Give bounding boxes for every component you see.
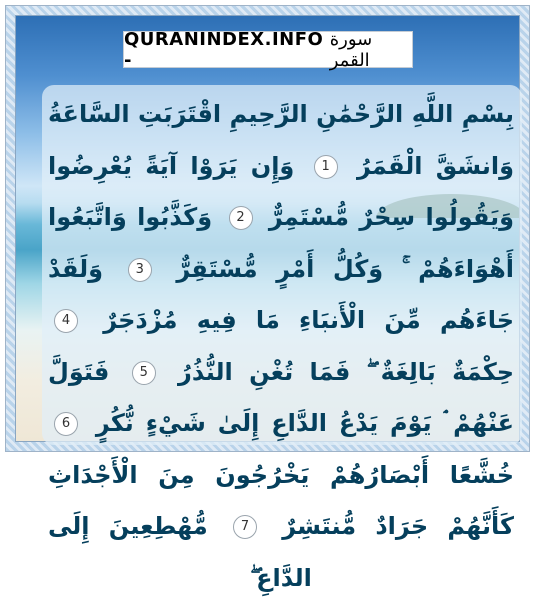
verse-number-badge: 4: [54, 309, 78, 333]
verse-text: مُّهْطِعِينَ إِلَى الدَّاعِ ۖ: [48, 512, 312, 592]
verse-number-badge: 6: [54, 412, 78, 436]
verse-text: خُشَّعًا أَبْصَارُهُمْ يَخْرُجُونَ مِنَ الْأَجْدَاثِ كَأَنَّهُمْ جَرَادٌ مُّنتَشِرٌ: [48, 460, 515, 540]
verse-text: اقْتَرَبَتِ السَّاعَةُ وَانشَقَّ الْقَمَرُ: [48, 100, 514, 180]
verse-text: وَلَقَدْ جَاءَهُم مِّنَ الْأَنبَاءِ مَا فِيهِ مُزْدَجَرٌ: [48, 254, 515, 334]
verses-text: [48, 89, 514, 604]
verse-number-badge: 5: [132, 361, 156, 385]
site-name[interactable]: QURANINDEX.INFO -: [124, 28, 324, 71]
page-title: [123, 28, 413, 71]
verses-panel: [42, 85, 522, 592]
verse-number-badge: 3: [128, 258, 152, 282]
bismillah: بِسْمِ اللَّهِ الرَّحْمَٰنِ الرَّحِيمِ: [229, 100, 515, 128]
verse-text: وَكَذَّبُوا وَاتَّبَعُوا أَهْوَاءَهُمْ ۚ وَكُلُّ أَمْرٍ مُّسْتَقِرٌّ: [48, 203, 515, 283]
verse-number-badge: 2: [229, 206, 253, 230]
verse-text: فَتَوَلَّ عَنْهُمْ ۘ يَوْمَ يَدْعُ الدَّاعِ إِلَىٰ شَيْءٍ نُّكُرٍ: [48, 357, 515, 437]
verse-number-badge: 7: [233, 515, 257, 539]
verse-text: حِكْمَةٌ بَالِغَةٌ ۖ فَمَا تُغْنِ النُّذُرُ: [178, 357, 515, 386]
page-frame: [5, 5, 530, 592]
surah-name: سورة القمر: [329, 28, 373, 71]
verse-number-badge: 1: [314, 155, 338, 179]
verse-text: وَإِن يَرَوْا آيَةً يُعْرِضُوا وَيَقُولُوا سِحْرٌ مُّسْتَمِرٌّ: [48, 151, 515, 231]
